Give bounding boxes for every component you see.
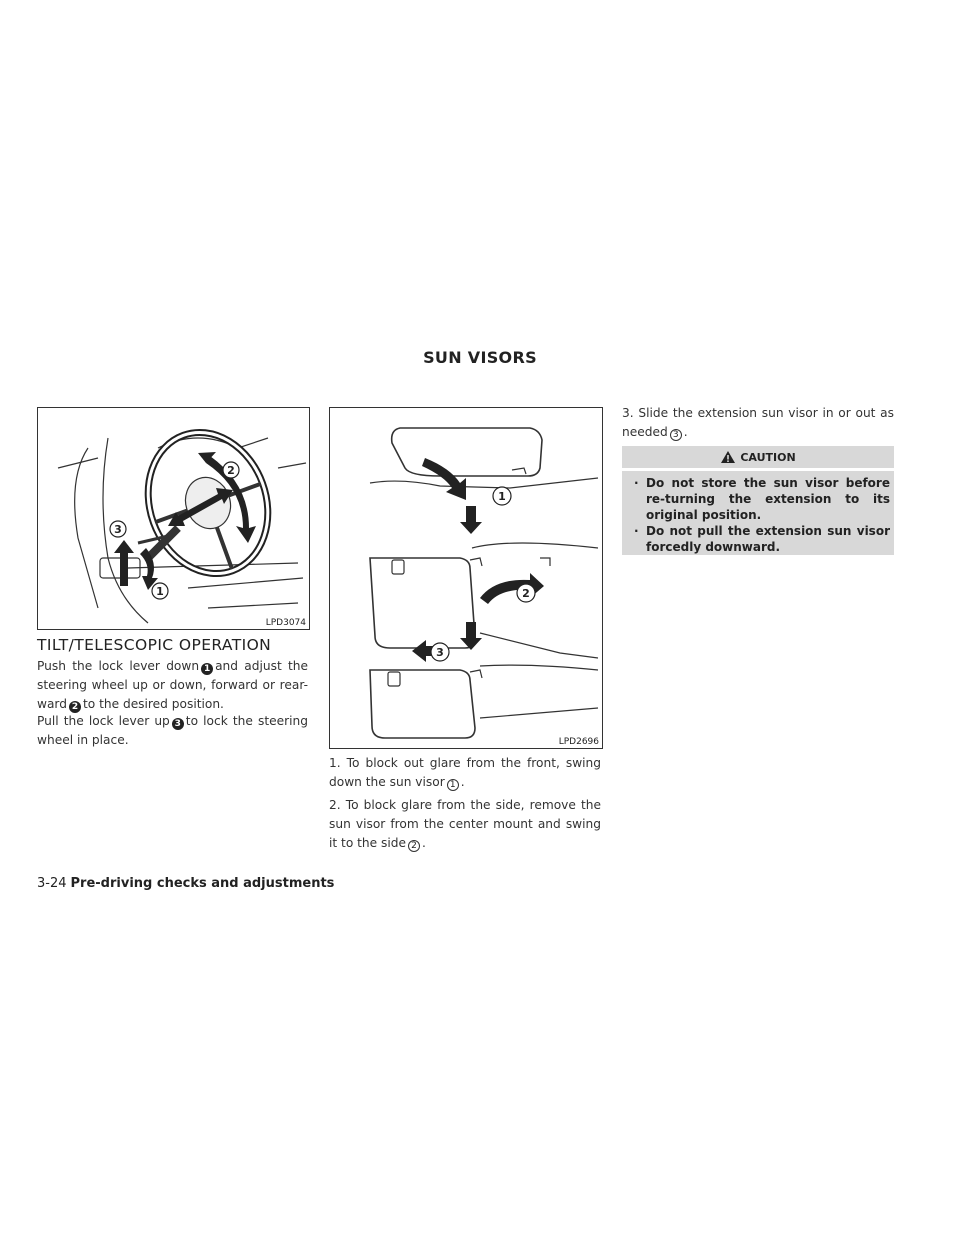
- section-title: SUN VISORS: [423, 348, 537, 367]
- caution-title: CAUTION: [740, 450, 796, 464]
- caution-box: [622, 471, 894, 555]
- visor-step-1: 1. To block out glare from the front, swing down the sun visor 1 .: [329, 756, 602, 790]
- callout-3-outline: 3: [670, 429, 682, 441]
- steering-wheel-figure: [37, 407, 310, 630]
- figure-code: LPD3074: [265, 618, 306, 628]
- callout-3: 3: [114, 523, 122, 536]
- caution-header: [622, 446, 894, 468]
- tilt-paragraph-2: Pull the lock lever up 3 to lock the steering wheel in place.: [37, 714, 308, 747]
- caution-item: · Do not store the sun visor before re-turning the extension to its original position.: [634, 476, 890, 522]
- sun-visor-illustration: [330, 408, 602, 748]
- chapter-title: Pre-driving checks and adjustments: [70, 876, 335, 891]
- caution-item: · Do not pull the extension sun visor forcedly downward.: [634, 524, 890, 554]
- callout-2-outline: 2: [408, 840, 420, 852]
- page-number: 3-24: [37, 876, 67, 891]
- callout-1-outline: 1: [447, 779, 459, 791]
- visor-step-2: 2. To block glare from the side, remove the sun visor from the center mount and swing it to the side 2 .: [329, 798, 601, 851]
- page-footer: [37, 876, 334, 891]
- callout-3-inline: 3: [172, 718, 184, 730]
- callout-2-inline: 2: [69, 701, 81, 713]
- callout-2: 2: [227, 464, 235, 477]
- callout-1-inline: 1: [201, 663, 213, 675]
- visor-callout-1: 1: [498, 490, 506, 503]
- warning-triangle-icon: [720, 450, 736, 464]
- visor-callout-2: 2: [522, 587, 530, 600]
- visor-callout-3: 3: [436, 646, 444, 659]
- tilt-paragraph-1: Push the lock lever down 1 and adjust the steering wheel up or down, forward or rear-ward 2 to the desired position.: [37, 659, 308, 712]
- callout-1: 1: [156, 585, 164, 598]
- visor-step-3: 3. Slide the extension sun visor in or out as needed 3 .: [622, 406, 894, 440]
- subheading-tilt-telescopic: TILT/TELESCOPIC OPERATION: [37, 636, 272, 654]
- sun-visor-figure: [329, 407, 603, 749]
- figure-code: LPD2696: [558, 737, 599, 747]
- steering-wheel-illustration: [38, 408, 309, 629]
